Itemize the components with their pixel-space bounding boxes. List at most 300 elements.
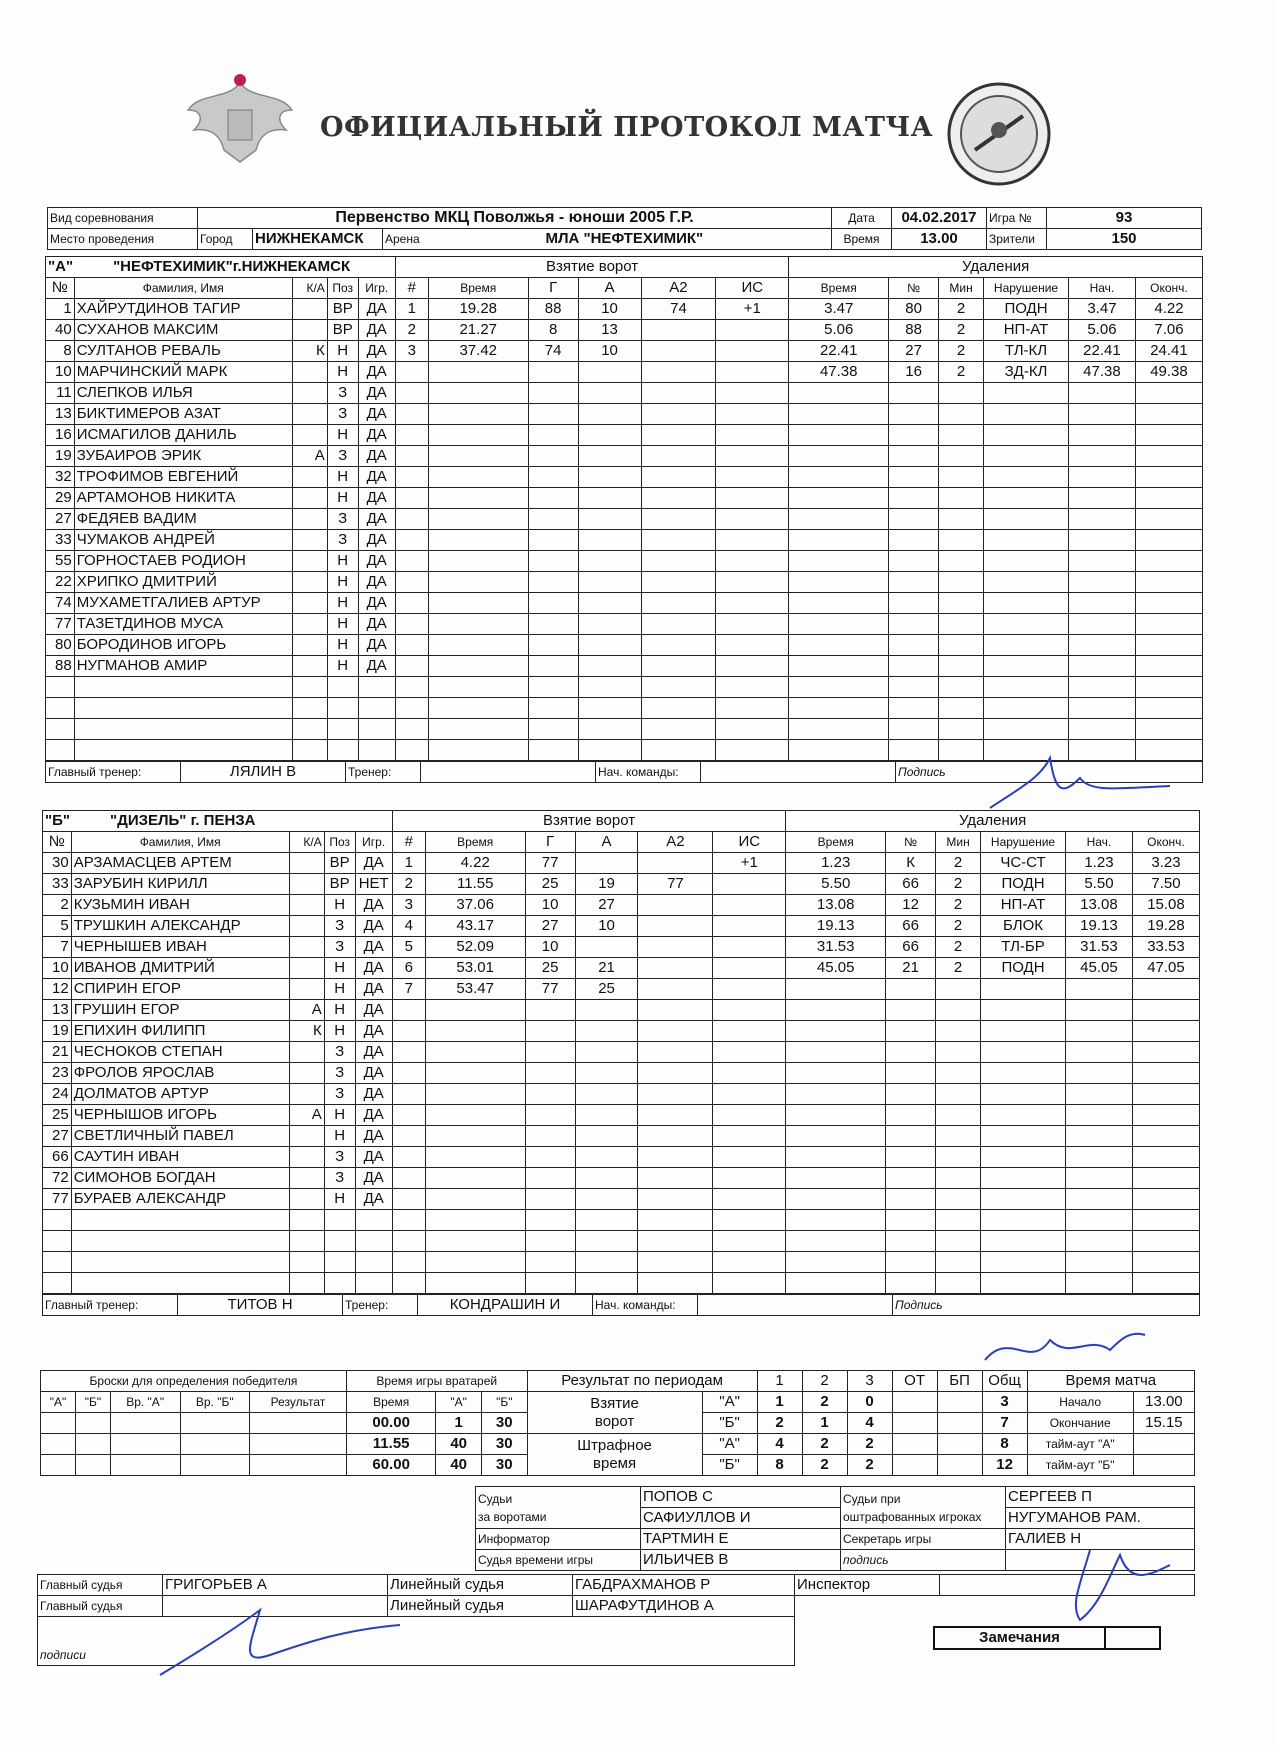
player-plays: ДА bbox=[358, 509, 395, 530]
goal-scorer: 27 bbox=[525, 916, 575, 937]
empty-cell bbox=[575, 1231, 638, 1252]
player-row bbox=[46, 404, 1203, 425]
empty-cell bbox=[324, 1231, 355, 1252]
empty-cell bbox=[525, 1147, 575, 1168]
empty-cell bbox=[1132, 1126, 1199, 1147]
goal-time: 11.55 bbox=[425, 874, 525, 895]
empty-cell bbox=[392, 1147, 425, 1168]
column-header: № bbox=[886, 832, 936, 853]
empty-cell bbox=[578, 614, 641, 635]
column-header: Время bbox=[789, 278, 889, 299]
player-number: 55 bbox=[46, 551, 75, 572]
goals-b-cell bbox=[937, 1413, 982, 1434]
empty-cell bbox=[984, 509, 1069, 530]
penalty-judges-label-1: Судьи при bbox=[843, 1491, 901, 1506]
empty-cell bbox=[395, 551, 428, 572]
player-position: З bbox=[324, 1063, 355, 1084]
player-plays: ДА bbox=[355, 1105, 392, 1126]
empty-cell bbox=[981, 979, 1066, 1000]
empty-cell bbox=[1135, 488, 1202, 509]
info-label: Информатор bbox=[476, 1529, 641, 1550]
empty-cell bbox=[578, 656, 641, 677]
empty-cell bbox=[886, 1084, 936, 1105]
empty-cell bbox=[575, 1189, 638, 1210]
periods-label: Результат по периодам bbox=[527, 1371, 757, 1392]
empty-cell bbox=[528, 740, 578, 761]
player-row bbox=[43, 1105, 1200, 1126]
empty-cell bbox=[1065, 1273, 1132, 1294]
empty-cell bbox=[1065, 1189, 1132, 1210]
empty-cell bbox=[324, 1273, 355, 1294]
empty-cell bbox=[428, 383, 528, 404]
empty-cell bbox=[425, 1042, 525, 1063]
empty-cell bbox=[528, 593, 578, 614]
player-row bbox=[43, 958, 1200, 979]
spect-label: Зрители bbox=[987, 229, 1047, 250]
empty-cell bbox=[886, 1273, 936, 1294]
column-header: Нач. bbox=[1065, 832, 1132, 853]
empty-cell bbox=[428, 425, 528, 446]
empty-cell bbox=[1135, 509, 1202, 530]
penalty-player: 66 bbox=[886, 937, 936, 958]
empty-cell bbox=[46, 698, 75, 719]
goal-assist2 bbox=[638, 958, 713, 979]
secretary-label: Секретарь игры bbox=[841, 1529, 1006, 1550]
empty-cell bbox=[786, 1084, 886, 1105]
empty-cell bbox=[392, 1126, 425, 1147]
goal-number: 6 bbox=[392, 958, 425, 979]
player-role bbox=[292, 425, 327, 446]
column-header: Мин bbox=[936, 832, 981, 853]
empty-cell bbox=[889, 404, 939, 425]
empty-cell bbox=[575, 1000, 638, 1021]
linesman-label: Линейный судья bbox=[388, 1575, 573, 1596]
pen-label-2: время bbox=[593, 1454, 637, 1472]
empty-cell bbox=[525, 1210, 575, 1231]
empty-cell bbox=[981, 1063, 1066, 1084]
goal-judge-2: САФИУЛЛОВ И bbox=[641, 1508, 841, 1529]
player-number: 40 bbox=[46, 320, 75, 341]
empty-cell bbox=[327, 698, 358, 719]
empty-cell bbox=[578, 740, 641, 761]
column-header: Время bbox=[786, 832, 886, 853]
empty-cell bbox=[575, 1147, 638, 1168]
empty-cell bbox=[425, 1000, 525, 1021]
goal-time: 53.01 bbox=[425, 958, 525, 979]
empty-cell bbox=[641, 614, 716, 635]
gk-a: 1 bbox=[436, 1413, 482, 1434]
penalty-player: 16 bbox=[889, 362, 939, 383]
player-row bbox=[46, 719, 1203, 740]
empty-cell bbox=[981, 1147, 1066, 1168]
signature-secretary bbox=[1060, 1545, 1180, 1625]
empty-cell bbox=[395, 719, 428, 740]
player-role bbox=[292, 530, 327, 551]
empty-cell bbox=[395, 698, 428, 719]
empty-cell bbox=[886, 1252, 936, 1273]
empty-cell bbox=[1065, 1042, 1132, 1063]
empty-cell bbox=[528, 383, 578, 404]
player-role bbox=[292, 467, 327, 488]
penalty-minutes: 2 bbox=[936, 958, 981, 979]
empty-cell bbox=[395, 362, 428, 383]
player-row bbox=[43, 1252, 1200, 1273]
goals-a-cell: 1 bbox=[757, 1392, 802, 1413]
player-role bbox=[289, 1042, 324, 1063]
empty-cell bbox=[789, 467, 889, 488]
empty-cell bbox=[984, 677, 1069, 698]
player-name: СВЕТЛИЧНЫЙ ПАВЕЛ bbox=[71, 1126, 289, 1147]
empty-cell bbox=[1132, 1000, 1199, 1021]
player-position: Н bbox=[324, 895, 355, 916]
pen-a-cell: 2 bbox=[847, 1434, 892, 1455]
player-plays: ДА bbox=[355, 979, 392, 1000]
empty-cell bbox=[395, 488, 428, 509]
empty-cell bbox=[528, 467, 578, 488]
player-name: ЗУБАИРОВ ЭРИК bbox=[74, 446, 292, 467]
period-col-1: 1 bbox=[757, 1371, 802, 1392]
empty-cell bbox=[425, 1231, 525, 1252]
player-number: 7 bbox=[43, 937, 72, 958]
linesman-2: ШАРАФУТДИНОВ А bbox=[573, 1596, 795, 1617]
empty-cell bbox=[786, 1231, 886, 1252]
empty-cell bbox=[1132, 1021, 1199, 1042]
penalty-violation: ПОДН bbox=[981, 958, 1066, 979]
player-position: З bbox=[324, 937, 355, 958]
player-position: Н bbox=[327, 593, 358, 614]
empty-cell bbox=[425, 1252, 525, 1273]
empty-cell bbox=[1068, 572, 1135, 593]
goal-scorer: 77 bbox=[525, 979, 575, 1000]
linesman-1: ГАБДРАХМАНОВ Р bbox=[573, 1575, 795, 1596]
goal-assist2 bbox=[641, 341, 716, 362]
empty-cell bbox=[392, 1231, 425, 1252]
empty-cell bbox=[428, 362, 528, 383]
goal-strength bbox=[716, 320, 789, 341]
eagle-emblem-icon bbox=[180, 70, 300, 170]
team-table bbox=[42, 810, 1200, 1294]
player-row bbox=[46, 698, 1203, 719]
empty-cell bbox=[789, 404, 889, 425]
empty-cell bbox=[1068, 593, 1135, 614]
empty-cell bbox=[984, 593, 1069, 614]
empty-cell bbox=[641, 467, 716, 488]
player-position: З bbox=[327, 383, 358, 404]
empty-cell bbox=[428, 719, 528, 740]
empty-cell bbox=[1132, 1168, 1199, 1189]
empty-cell bbox=[292, 677, 327, 698]
empty-cell bbox=[638, 1189, 713, 1210]
empty-cell bbox=[939, 425, 984, 446]
player-role bbox=[292, 572, 327, 593]
empty-cell bbox=[1135, 551, 1202, 572]
goal-strength bbox=[713, 895, 786, 916]
column-header: Игр. bbox=[355, 832, 392, 853]
empty-cell bbox=[716, 488, 789, 509]
empty-cell bbox=[886, 1021, 936, 1042]
player-role bbox=[289, 895, 324, 916]
empty-cell bbox=[425, 1147, 525, 1168]
so-col: Результат bbox=[250, 1392, 347, 1413]
player-role bbox=[292, 488, 327, 509]
empty-cell bbox=[578, 551, 641, 572]
player-plays: ДА bbox=[355, 1084, 392, 1105]
empty-cell bbox=[71, 1252, 289, 1273]
penalty-time: 47.38 bbox=[789, 362, 889, 383]
empty-cell bbox=[641, 530, 716, 551]
player-row bbox=[46, 635, 1203, 656]
player-row bbox=[43, 1210, 1200, 1231]
empty-cell bbox=[1135, 467, 1202, 488]
player-number: 8 bbox=[46, 341, 75, 362]
player-name: ФЕДЯЕВ ВАДИМ bbox=[74, 509, 292, 530]
empty-cell bbox=[936, 1084, 981, 1105]
empty-cell bbox=[789, 383, 889, 404]
empty-cell bbox=[638, 1168, 713, 1189]
player-position: ВР bbox=[324, 853, 355, 874]
empty-cell bbox=[786, 1210, 886, 1231]
empty-cell bbox=[525, 1105, 575, 1126]
empty-cell bbox=[939, 404, 984, 425]
pen-a-total: 8 bbox=[982, 1434, 1027, 1455]
player-name: ИСМАГИЛОВ ДАНИЛЬ bbox=[74, 425, 292, 446]
goal-assist: 10 bbox=[578, 341, 641, 362]
empty-cell bbox=[1068, 425, 1135, 446]
penalty-start: 45.05 bbox=[1065, 958, 1132, 979]
empty-cell bbox=[1068, 719, 1135, 740]
goal-time: 53.47 bbox=[425, 979, 525, 1000]
goal-scorer: 10 bbox=[525, 895, 575, 916]
arena-value bbox=[383, 229, 832, 250]
empty-cell bbox=[528, 446, 578, 467]
empty-cell bbox=[1065, 979, 1132, 1000]
player-number: 21 bbox=[43, 1042, 72, 1063]
referee-label: Главный судья bbox=[38, 1575, 163, 1596]
empty-cell bbox=[292, 698, 327, 719]
empty-cell bbox=[936, 1273, 981, 1294]
end-value: 15.15 bbox=[1133, 1413, 1194, 1434]
empty-cell bbox=[889, 530, 939, 551]
empty-cell bbox=[939, 677, 984, 698]
pen-b-total: 12 bbox=[982, 1455, 1027, 1476]
player-plays: НЕТ bbox=[355, 874, 392, 895]
gk-time: 11.55 bbox=[346, 1434, 435, 1455]
penalty-time: 1.23 bbox=[786, 853, 886, 874]
goal-scorer: 74 bbox=[528, 341, 578, 362]
player-plays: ДА bbox=[358, 299, 395, 320]
player-row bbox=[46, 299, 1203, 320]
player-position: Н bbox=[327, 488, 358, 509]
empty-cell bbox=[428, 677, 528, 698]
timekeeper-value: ИЛЬИЧЕВ В bbox=[641, 1550, 841, 1571]
empty-cell bbox=[1068, 530, 1135, 551]
empty-cell bbox=[1065, 1252, 1132, 1273]
empty-cell bbox=[936, 1231, 981, 1252]
empty-cell bbox=[1065, 1084, 1132, 1105]
goal-time: 4.22 bbox=[425, 853, 525, 874]
player-role bbox=[289, 874, 324, 895]
goal-strength bbox=[713, 874, 786, 895]
goal-judges-label bbox=[476, 1487, 641, 1529]
player-number: 77 bbox=[43, 1189, 72, 1210]
empty-cell bbox=[395, 446, 428, 467]
empty-cell bbox=[1132, 1210, 1199, 1231]
empty-cell bbox=[425, 1168, 525, 1189]
empty-cell bbox=[889, 572, 939, 593]
signature-team-b bbox=[980, 1320, 1150, 1380]
goal-assist2: 74 bbox=[641, 299, 716, 320]
empty-cell bbox=[713, 1147, 786, 1168]
player-number: 5 bbox=[43, 916, 72, 937]
empty-cell bbox=[1132, 1042, 1199, 1063]
empty-cell bbox=[886, 1126, 936, 1147]
empty-cell bbox=[525, 1273, 575, 1294]
gk-col: "Б" bbox=[481, 1392, 527, 1413]
column-header: Фамилия, Имя bbox=[71, 832, 289, 853]
player-name: ЕПИХИН ФИЛИПП bbox=[71, 1021, 289, 1042]
empty-cell bbox=[638, 1252, 713, 1273]
empty-cell bbox=[428, 446, 528, 467]
so-col: Вр. "Б" bbox=[180, 1392, 250, 1413]
player-name: ХАЙРУТДИНОВ ТАГИР bbox=[74, 299, 292, 320]
empty-cell bbox=[392, 1273, 425, 1294]
column-header: Нарушение bbox=[981, 832, 1066, 853]
player-plays: ДА bbox=[358, 572, 395, 593]
empty-cell bbox=[578, 404, 641, 425]
empty-cell bbox=[981, 1000, 1066, 1021]
player-row bbox=[43, 1168, 1200, 1189]
penalty-player: 66 bbox=[886, 916, 936, 937]
player-plays: ДА bbox=[358, 341, 395, 362]
empty-cell bbox=[525, 1063, 575, 1084]
player-number: 23 bbox=[43, 1063, 72, 1084]
team-name: "НЕФТЕХИМИК"г.НИЖНЕКАМСК bbox=[113, 258, 351, 275]
empty-cell bbox=[889, 740, 939, 761]
empty-cell bbox=[428, 404, 528, 425]
player-row bbox=[46, 551, 1203, 572]
player-name: ЗАРУБИН КИРИЛЛ bbox=[71, 874, 289, 895]
player-row bbox=[46, 614, 1203, 635]
empty-cell bbox=[1068, 551, 1135, 572]
player-name: СУХАНОВ МАКСИМ bbox=[74, 320, 292, 341]
so-col: "Б" bbox=[76, 1392, 111, 1413]
goal-assist: 27 bbox=[575, 895, 638, 916]
empty-cell bbox=[889, 467, 939, 488]
goals-label-1: Взятие bbox=[590, 1394, 639, 1412]
goal-strength bbox=[713, 979, 786, 1000]
empty-cell bbox=[392, 1189, 425, 1210]
date-value: 04.02.2017 bbox=[892, 208, 987, 229]
player-role bbox=[292, 614, 327, 635]
empty-cell bbox=[578, 698, 641, 719]
player-number: 2 bbox=[43, 895, 72, 916]
player-name: ГОРНОСТАЕВ РОДИОН bbox=[74, 551, 292, 572]
player-row bbox=[43, 853, 1200, 874]
empty-cell bbox=[528, 677, 578, 698]
gk-b: 30 bbox=[481, 1434, 527, 1455]
empty-cell bbox=[716, 404, 789, 425]
empty-cell bbox=[1135, 572, 1202, 593]
empty-cell bbox=[789, 425, 889, 446]
penalty-violation: ПОДН bbox=[981, 874, 1066, 895]
empty-cell bbox=[889, 425, 939, 446]
remarks-label: Замечания bbox=[934, 1627, 1105, 1649]
goal-number: 2 bbox=[392, 874, 425, 895]
penalty-time: 13.08 bbox=[786, 895, 886, 916]
empty-cell bbox=[392, 1105, 425, 1126]
empty-cell bbox=[789, 551, 889, 572]
empty-cell bbox=[713, 1042, 786, 1063]
empty-cell bbox=[713, 1126, 786, 1147]
goal-assist: 25 bbox=[575, 979, 638, 1000]
so-col: Вр. "А" bbox=[110, 1392, 180, 1413]
city-label: Город bbox=[198, 229, 253, 250]
empty-cell bbox=[1068, 383, 1135, 404]
signature-label: Подпись bbox=[893, 1295, 1200, 1316]
match-time-label: Время матча bbox=[1027, 1371, 1194, 1392]
empty-cell bbox=[641, 383, 716, 404]
player-role bbox=[292, 551, 327, 572]
pen-label-1: Штрафное bbox=[577, 1436, 652, 1454]
empty-cell bbox=[395, 635, 428, 656]
player-role: А bbox=[289, 1105, 324, 1126]
player-row bbox=[43, 916, 1200, 937]
player-row bbox=[46, 488, 1203, 509]
player-role bbox=[289, 1147, 324, 1168]
empty-cell bbox=[71, 1210, 289, 1231]
pen-a-cell bbox=[892, 1434, 937, 1455]
empty-cell bbox=[789, 488, 889, 509]
empty-cell bbox=[939, 446, 984, 467]
column-header: Оконч. bbox=[1132, 832, 1199, 853]
empty-cell bbox=[575, 1105, 638, 1126]
player-number: 27 bbox=[43, 1126, 72, 1147]
player-position: Н bbox=[324, 979, 355, 1000]
goals-label-2: ворот bbox=[594, 1412, 635, 1430]
empty-cell bbox=[575, 1021, 638, 1042]
player-number: 25 bbox=[43, 1105, 72, 1126]
empty-cell bbox=[786, 1000, 886, 1021]
empty-cell bbox=[789, 740, 889, 761]
empty-cell bbox=[789, 593, 889, 614]
player-name: АРТАМОНОВ НИКИТА bbox=[74, 488, 292, 509]
goals-a-cell bbox=[892, 1392, 937, 1413]
empty-cell bbox=[528, 698, 578, 719]
empty-cell bbox=[1135, 425, 1202, 446]
player-name: ИВАНОВ ДМИТРИЙ bbox=[71, 958, 289, 979]
player-position: Н bbox=[327, 362, 358, 383]
goal-scorer: 10 bbox=[525, 937, 575, 958]
player-row bbox=[46, 530, 1203, 551]
empty-cell bbox=[324, 1252, 355, 1273]
time-label: Время bbox=[832, 229, 892, 250]
empty-cell bbox=[324, 1210, 355, 1231]
player-position: З bbox=[327, 530, 358, 551]
empty-cell bbox=[936, 1021, 981, 1042]
empty-cell bbox=[984, 656, 1069, 677]
penalty-minutes: 2 bbox=[939, 341, 984, 362]
player-row bbox=[43, 1126, 1200, 1147]
player-number: 10 bbox=[46, 362, 75, 383]
empty-cell bbox=[886, 979, 936, 1000]
player-row bbox=[46, 677, 1203, 698]
player-row bbox=[46, 383, 1203, 404]
empty-cell bbox=[939, 635, 984, 656]
empty-cell bbox=[327, 740, 358, 761]
empty-cell bbox=[641, 740, 716, 761]
penalty-minutes: 2 bbox=[939, 299, 984, 320]
player-name: СЛЕПКОВ ИЛЬЯ bbox=[74, 383, 292, 404]
